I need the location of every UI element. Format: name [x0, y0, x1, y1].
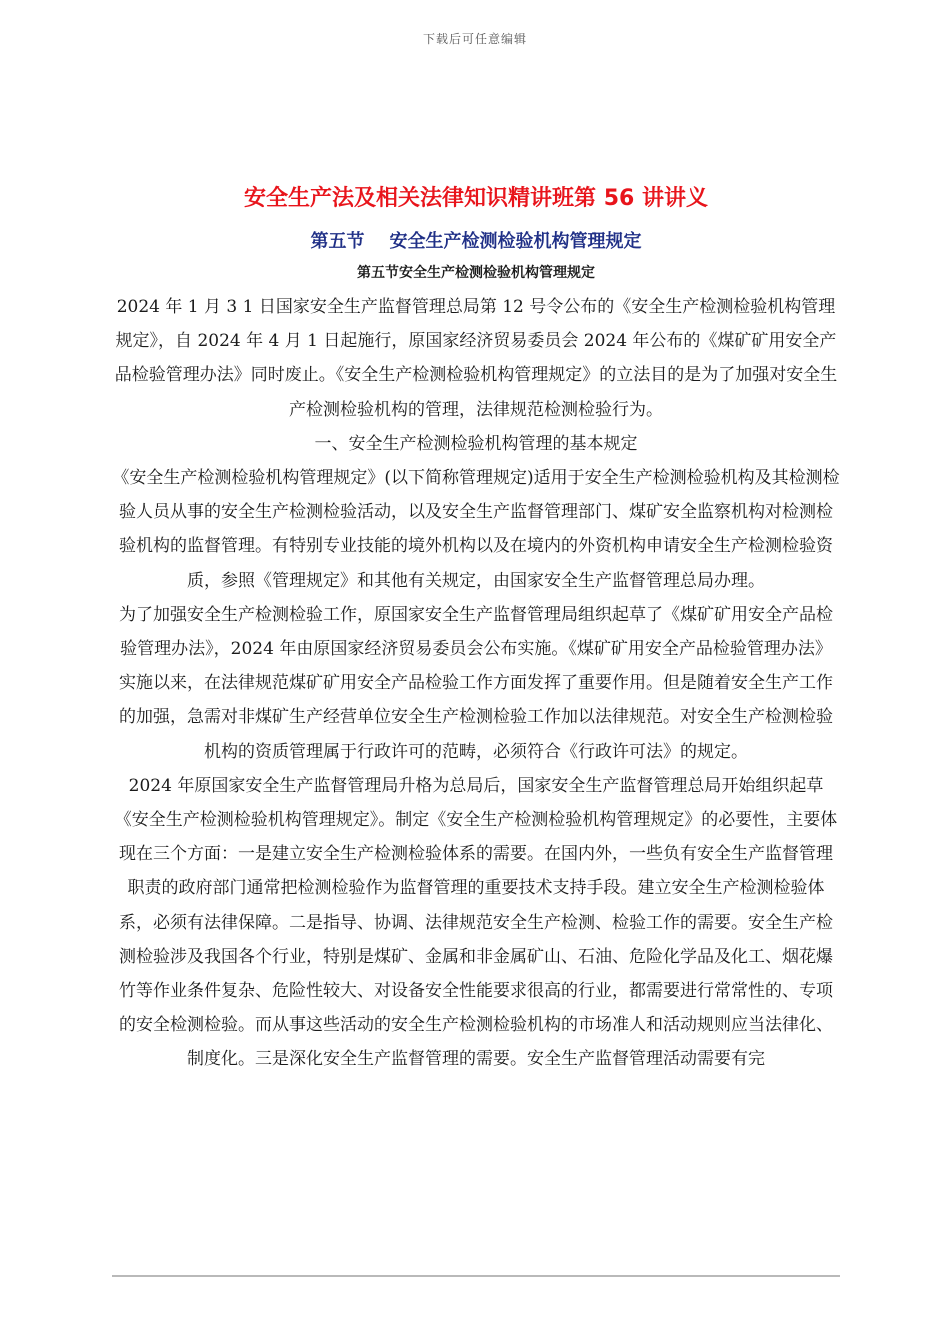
page-header-note: 下载后可任意编辑: [422, 32, 527, 46]
document-title: 安全生产法及相关法律知识精讲班第 56 讲讲义: [244, 186, 708, 211]
paragraph-intro: 2024 年 1 月 3 1 日国家安全生产监督管理总局第 12 号令公布的《安全生产检测检验机构管理规定》，自 2024 年 4 月 1 日起施行，原国家经济贸易委员会 2024 年公布的《煤矿矿用安全产品检验管理办法》同时废止。《安全生产检测检验机构管理规定》的立法目的是为了加强对安全生产检测检验机构的管理，法律规范检测检验行为。: [114, 297, 838, 420]
document-body: [112, 182, 840, 1077]
section-title: 第五节 安全生产检测检验机构管理规定: [310, 231, 642, 252]
paragraph-scope: 《安全生产检测检验机构管理规定》(以下简称管理规定)适用于安全生产检测检验机构及其检测检验人员从事的安全生产检测检验活动，以及安全生产监督管理部门、煤矿安全监察机构对检测检验机构的监督管理。有特别专业技能的境外机构以及在境内的外资机构申请安全生产检测检验资质，参照《管理规定》和其他有关规定，由国家安全生产监督管理总局办理。: [112, 468, 840, 591]
heading-basic-provisions: 一、安全生产检测检验机构管理的基本规定: [314, 433, 638, 454]
footer-divider: [112, 1275, 840, 1277]
paragraph-background: 为了加强安全生产检测检验工作，原国家安全生产监督管理局组织起草了《煤矿矿用安全产品检验管理办法》，2024 年由原国家经济贸易委员会公布实施。《煤矿矿用安全产品检验管理办法》实施以来，在法律规范煤矿矿用安全产品检验工作方面发挥了重要作用。但是随着安全生产工作的加强，急需对非煤矿生产经营单位安全生产检测检验工作加以法律规范。对安全生产检测检验机构的资质管理属于行政许可的范畴，必须符合《行政许可法》的规定。: [119, 604, 833, 762]
section-subtitle: 第五节安全生产检测检验机构管理规定: [357, 265, 595, 281]
paragraph-necessity: 2024 年原国家安全生产监督管理局升格为总局后，国家安全生产监督管理总局开始组织起草《安全生产检测检验机构管理规定》。制定《安全生产检测检验机构管理规定》的必要性，主要体现在三个方面：一是建立安全生产检测检验体系的需要。在国内外，一些负有安全生产监督管理职责的政府部门通常把检测检验作为监督管理的重要技术支持手段。建立安全生产检测检验体系，必须有法律保障。二是指导、协调、法律规范安全生产检测、检验工作的需要。安全生产检测检验涉及我国各个行业，特别是煤矿、金属和非金属矿山、石油、危险化学品及化工、烟花爆竹等作业条件复杂、危险性较大、对设备安全性能要求很高的行业，都需要进行常常性的、专项的安全检测检验。而从事这些活动的安全生产检测检验机构的市场准人和活动规则应当法律化、制度化。三是深化安全生产监督管理的需要。安全生产监督管理活动需要有完: [114, 775, 838, 1070]
